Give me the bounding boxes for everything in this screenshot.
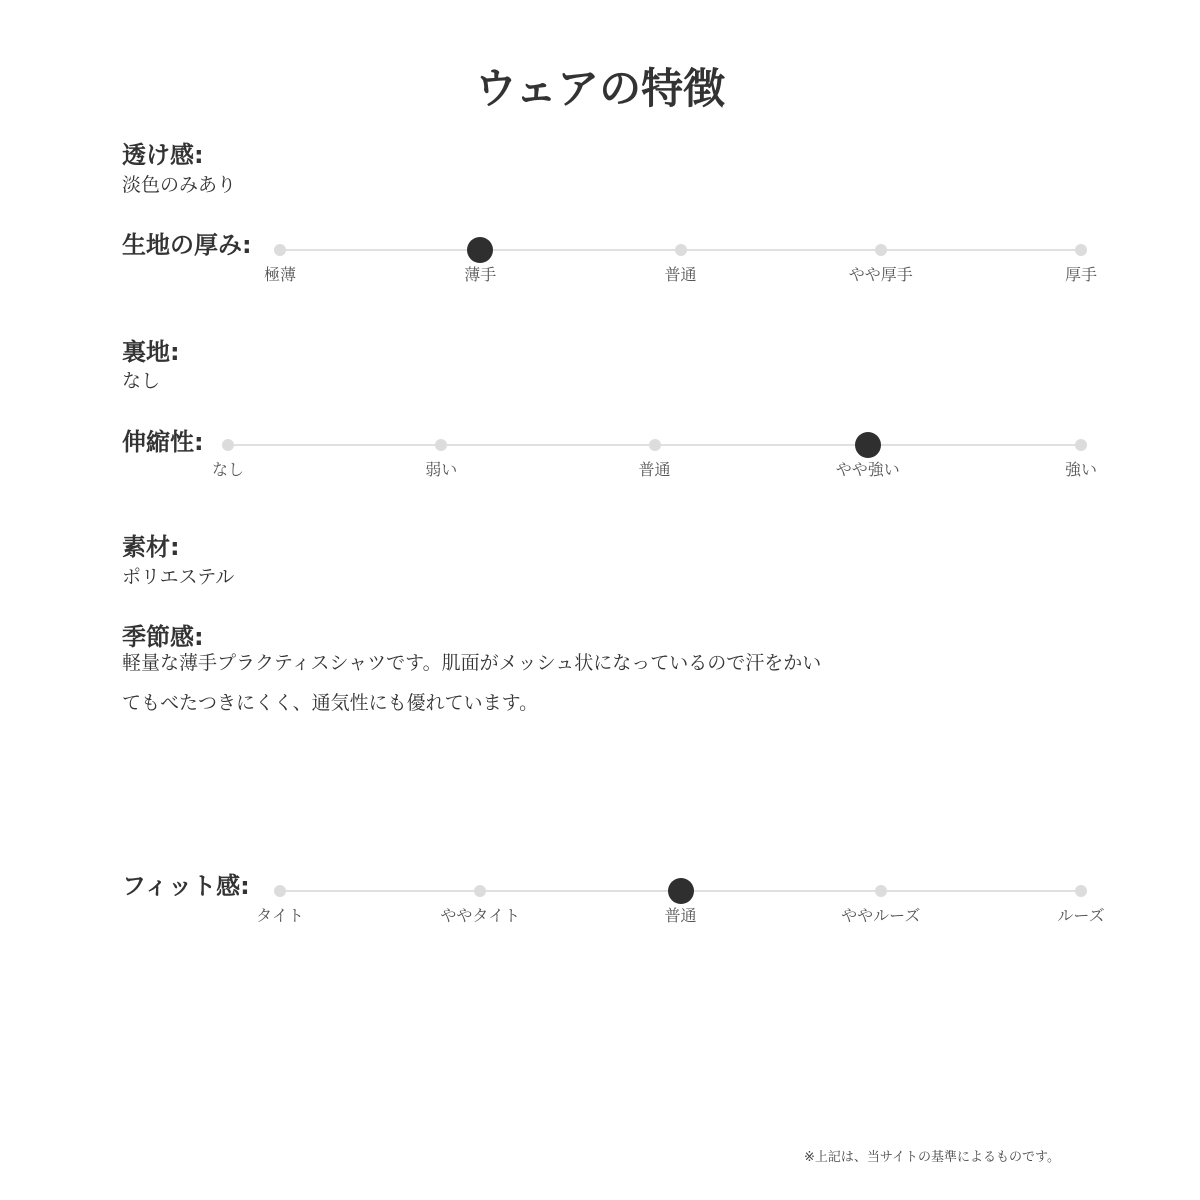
page-title: ウェアの特徴 bbox=[474, 64, 726, 113]
stretch-scale-option-label: 弱い bbox=[425, 460, 458, 479]
stretch-scale bbox=[211, 425, 1097, 479]
stretch-scale-option-label: 強い bbox=[1064, 460, 1097, 479]
thickness-scale-option-label: 薄手 bbox=[464, 265, 497, 284]
season-label: 季節感: bbox=[122, 623, 204, 651]
material-value: ポリエステル bbox=[122, 566, 235, 588]
lining-label: 裏地: bbox=[122, 338, 180, 366]
season-description-line: てもべたつきにくく、通気性にも優れています。 bbox=[122, 692, 539, 714]
stretch-scale-option-label: なし bbox=[211, 460, 244, 479]
fit-scale-dot bbox=[474, 885, 486, 897]
fit-scale-dot bbox=[274, 885, 286, 897]
transparency-label: 透け感: bbox=[122, 141, 204, 169]
footnote: ※上記は、当サイトの基準によるものです。 bbox=[804, 1150, 1060, 1165]
thickness-scale-dot-selected bbox=[467, 237, 493, 263]
stretch-scale-dot bbox=[1075, 439, 1087, 451]
fit-scale-dot-selected bbox=[668, 878, 694, 904]
stretch-scale-dot bbox=[222, 439, 234, 451]
fit-scale-option-label: ややタイト bbox=[440, 906, 521, 925]
thickness-scale-option-label: 厚手 bbox=[1064, 265, 1097, 284]
fit-scale-dot bbox=[875, 885, 887, 897]
fit-scale-option-label: タイト bbox=[256, 906, 304, 925]
material-label: 素材: bbox=[122, 533, 180, 561]
thickness-scale-option-label: 極薄 bbox=[263, 265, 296, 284]
thickness-scale-dot bbox=[875, 244, 887, 256]
fit-label: フィット感: bbox=[122, 872, 250, 900]
stretch-scale-option-label: やや強い bbox=[835, 460, 900, 479]
thickness-scale-option-label: やや厚手 bbox=[848, 265, 913, 284]
fit-scale-option-label: ルーズ bbox=[1057, 906, 1105, 925]
fit-scale-option-label: 普通 bbox=[664, 906, 697, 925]
thickness-scale-option-label: 普通 bbox=[664, 265, 697, 284]
thickness-scale-dot bbox=[1075, 244, 1087, 256]
transparency-value: 淡色のみあり bbox=[122, 174, 237, 196]
fit-scale bbox=[256, 871, 1105, 925]
stretch-scale-dot bbox=[435, 439, 447, 451]
thickness-scale-dot bbox=[675, 244, 687, 256]
thickness-scale bbox=[263, 230, 1097, 284]
fit-scale-dot bbox=[1075, 885, 1087, 897]
lining-value: なし bbox=[122, 370, 161, 392]
stretch-scale-option-label: 普通 bbox=[638, 460, 671, 479]
stretch-scale-dot bbox=[649, 439, 661, 451]
stretch-scale-dot-selected bbox=[855, 432, 881, 458]
season-description-line: 軽量な薄手プラクティスシャツです。肌面がメッシュ状になっているので汗をかい bbox=[122, 652, 822, 674]
thickness-label: 生地の厚み: bbox=[122, 231, 252, 259]
thickness-scale-dot bbox=[274, 244, 286, 256]
stretch-label: 伸縮性: bbox=[122, 428, 204, 456]
season-description bbox=[122, 643, 922, 723]
fit-scale-option-label: ややルーズ bbox=[841, 906, 921, 925]
